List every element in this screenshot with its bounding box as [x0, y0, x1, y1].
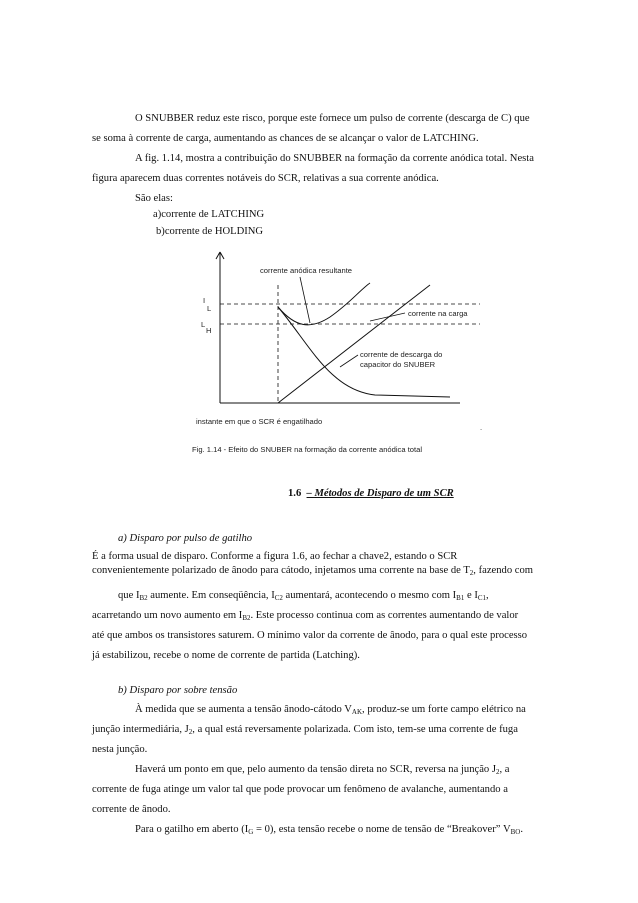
paragraph-line: corrente de ânodo. [92, 804, 171, 815]
paragraph-line: A fig. 1.14, mostra a contribuição do SNUBBER na formação da corrente anódica total. Nesta [135, 153, 534, 164]
paragraph-line: À medida que se aumenta a tensão ânodo-cátodo $V_{AK}$, produz-se um forte campo elétrico na [135, 704, 526, 716]
paragraph-line: Para o gatilho em aberto $(I_G = 0)$, esta tensão recebe o nome de tensão de “Breakover” $V_{BO}$. [135, 824, 523, 836]
paragraph-line: nesta junção. [92, 744, 148, 755]
figure-caption: Fig. 1.14 - Efeito do SNUBER na formação da corrente anódica total [192, 445, 423, 454]
paragraph-line: Haverá um ponto em que, pelo aumento da tensão direta no SCR, reversa na junção $J_2$, a [135, 764, 510, 776]
label-corrente-descarga: corrente de descarga do [360, 350, 443, 359]
paragraph-line: já estabilizou, recebe o nome de corrente de partida (Latching). [92, 650, 360, 661]
section-heading [288, 487, 454, 500]
list-intro: São elas: [135, 193, 173, 204]
label-ih: L [201, 320, 206, 329]
label-il-sub: L [207, 304, 212, 313]
label-ih-sub: H [206, 326, 212, 335]
paragraph-line: É a forma usual de disparo. Conforme a figura 1.6, ao fechar a chave2, estando o SCR [92, 551, 458, 562]
figure-snubber-diagram [180, 245, 500, 460]
paragraph-line: figura aparecem duas correntes notáveis do SCR, relativas a sua corrente anódica. [92, 173, 439, 184]
label-corrente-carga: corrente na carga [408, 309, 468, 318]
paragraph-line: junção intermediária, $J_2$, a qual está reversamente polarizada. Com isto, tem-se uma corrente de fuga [92, 724, 518, 736]
list-item-latching: a)corrente de LATCHING [153, 209, 265, 220]
subsection-heading-b: b) Disparo por sobre tensão [118, 685, 238, 696]
paragraph-line: O SNUBBER reduz este risco, porque este fornece um pulso de corrente (descarga de C) que [135, 113, 530, 124]
paragraph-line: corrente de fuga atinge um valor tal que pode provocar um fenômeno de avalanche, aumentando a [92, 784, 508, 795]
paragraph-line: convenientemente polarizado de ânodo para cátodo, injetamos uma corrente na base de $T_2$, fazendo com [92, 565, 534, 577]
list-item-holding: b)corrente de HOLDING [156, 226, 264, 237]
label-capacitor-snuber: capacitor do SNUBER [360, 360, 436, 369]
paragraph-line: se soma à corrente de carga, aumentando as chances de se alcançar o valor de LATCHING. [92, 133, 479, 144]
label-corrente-resultante: corrente anódica resultante [260, 266, 353, 275]
section-number: 1.6 [288, 488, 302, 499]
paragraph-line: acarretando um novo aumento em $I_{B2}$. Este processo continua com as correntes aumentando de valor [92, 610, 519, 622]
label-il: I [203, 296, 206, 305]
subsection-heading-a: a) Disparo por pulso de gatilho [118, 533, 253, 544]
paragraph-line: até que ambos os transistores saturem. O mínimo valor da corrente de ânodo, para o qual este processo [92, 630, 528, 641]
paragraph-line: que $I_{B2}$ aumente. Em conseqüência, $I_{C2}$ aumentará, acontecendo o mesmo com $I_{B1}$ e $I_{C1}$, [118, 590, 489, 602]
label-instante-engatilhado: instante em que o SCR é engatilhado [196, 417, 323, 426]
figure-dot: . [480, 423, 483, 432]
section-title: – Métodos de Disparo de um SCR [306, 488, 454, 499]
